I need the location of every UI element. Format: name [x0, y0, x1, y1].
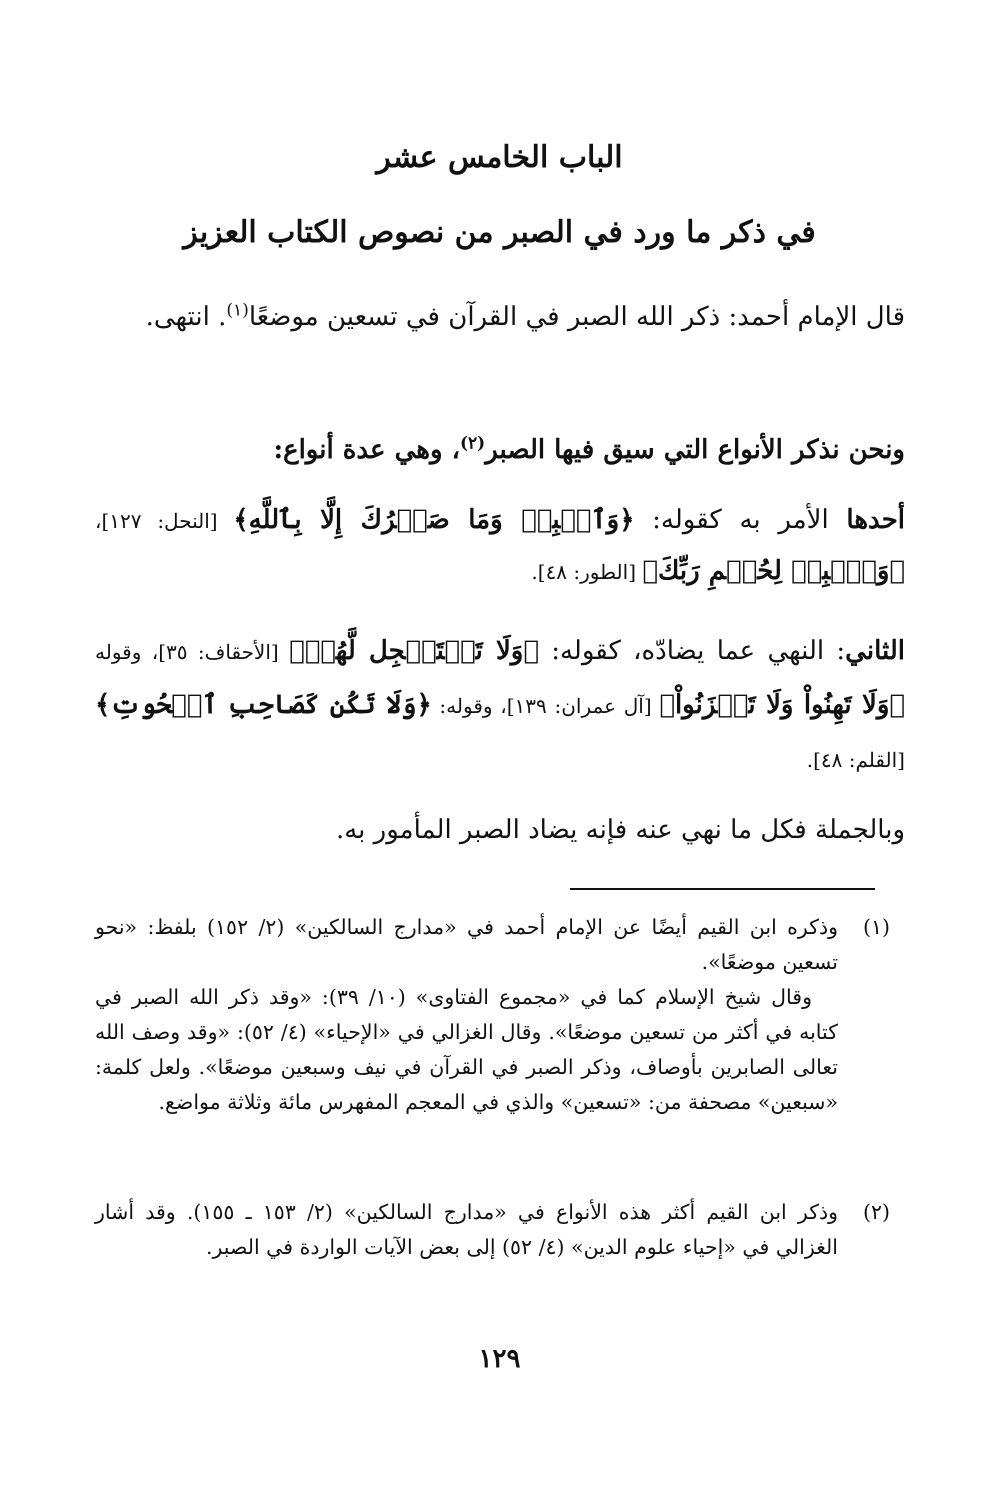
page-number: ١٢٩: [478, 1344, 521, 1374]
footnote-2-number: (٢): [862, 1200, 890, 1224]
footnote-2-text: وذكر ابن القيم أكثر هذه الأنواع في «مدارج السالكين» (٢/ ١٥٣ ـ ١٥٥). وقد أشار الغزالي في «إحياء علوم الدين» (٤/ ٥٢) إلى بعض الآيات الواردة في الصبر.: [95, 1200, 838, 1259]
verse-reference: [النحل: ١٢٧]،: [95, 509, 234, 533]
paragraph-type-one: [95, 495, 905, 597]
paragraph-text: : النهي عما يضادّه، كقوله:: [538, 636, 846, 666]
paragraph-imam-ahmad: [95, 292, 905, 342]
verse-reference: [آل عمران: ١٣٩]، وقوله:: [431, 694, 660, 718]
paragraph-end: ، وهي عدة أنواع:: [273, 435, 460, 465]
quran-verse: ﴿وَلَا تَكُن كَصَاحِبِ ٱلۡحُوتِ﴾: [95, 690, 432, 720]
paragraph-text: ونحن نذكر الأنواع التي سيق فيها الصبر: [485, 435, 905, 465]
footnote-1-text: وذكره ابن القيم أيضًا عن الإمام أحمد في «مدارج السالكين» (٢/ ١٥٢) بلفظ: «نحو تسعين موضعًا».: [95, 915, 838, 974]
verse-reference: [القلم: ٤٨].: [806, 748, 905, 772]
footnote-marker-1: (١): [226, 300, 249, 321]
verse-reference: [الطور: ٤٨].: [531, 560, 643, 584]
footnote-1-number: (١): [862, 915, 890, 939]
quran-verse: ﴿وَلَا تَسۡتَعۡجِل لَّهُمۡ﴾: [289, 636, 539, 666]
chapter-subtitle: في ذكر ما ورد في الصبر من نصوص الكتاب العزيز: [183, 215, 816, 250]
type-one-lead: أحدها: [846, 505, 905, 535]
footnote-marker-2: (٢): [459, 433, 486, 454]
chapter-title: الباب الخامس عشر: [376, 140, 623, 175]
paragraph-end: . انتهى.: [145, 302, 227, 332]
footnote-1-paragraph-2: وقال شيخ الإسلام كما في «مجموع الفتاوى» (١٠/ ٣٩): «وقد ذكر الله الصبر في كتابه في أكثر من تسعين موضعًا». وقال الغزالي في «الإحياء» (٤/ ٥٢): «وقد وصف الله تعالى الصابرين بأوصاف، وذكر الصبر في القرآن في نيف وسبعين موضعًا». ولعل كلمة: «سبعين» مصحفة من: «تسعين» والذي في المعجم المفهرس مائة وثلاثة مواضع.: [95, 985, 838, 1114]
paragraph-type-two: [95, 625, 905, 787]
paragraph-text: الأمر به كقوله:: [634, 505, 847, 535]
footnote-1: [95, 910, 890, 1120]
quran-verse: ﴿وَٱصۡبِرۡ وَمَا صَبۡرُكَ إِلَّا بِٱللَّهِ﴾: [233, 505, 635, 535]
footnote-2-line: [95, 1195, 890, 1265]
type-two-lead: الثاني: [845, 636, 905, 666]
quran-verse: ﴿وَلَا تَهِنُواْ وَلَا تَحۡزَنُواْ﴾: [659, 690, 905, 720]
footnote-1-line: [95, 910, 890, 980]
footnote-separator: [570, 888, 875, 890]
footnote-2: [95, 1195, 890, 1265]
paragraph-text: قال الإمام أحمد: ذكر الله الصبر في القرآن في تسعين موضعًا: [248, 302, 905, 332]
quran-verse: ﴿وَٱصۡبِرۡ لِحُكۡمِ رَبِّكَ﴾: [642, 556, 905, 586]
paragraph-types-intro: [95, 425, 905, 475]
verse-reference: [الأحقاف: ٣٥]، وقوله: [95, 640, 290, 664]
paragraph-summary: وبالجملة فكل ما نهي عنه فإنه يضاد الصبر المأمور به.: [335, 815, 905, 845]
